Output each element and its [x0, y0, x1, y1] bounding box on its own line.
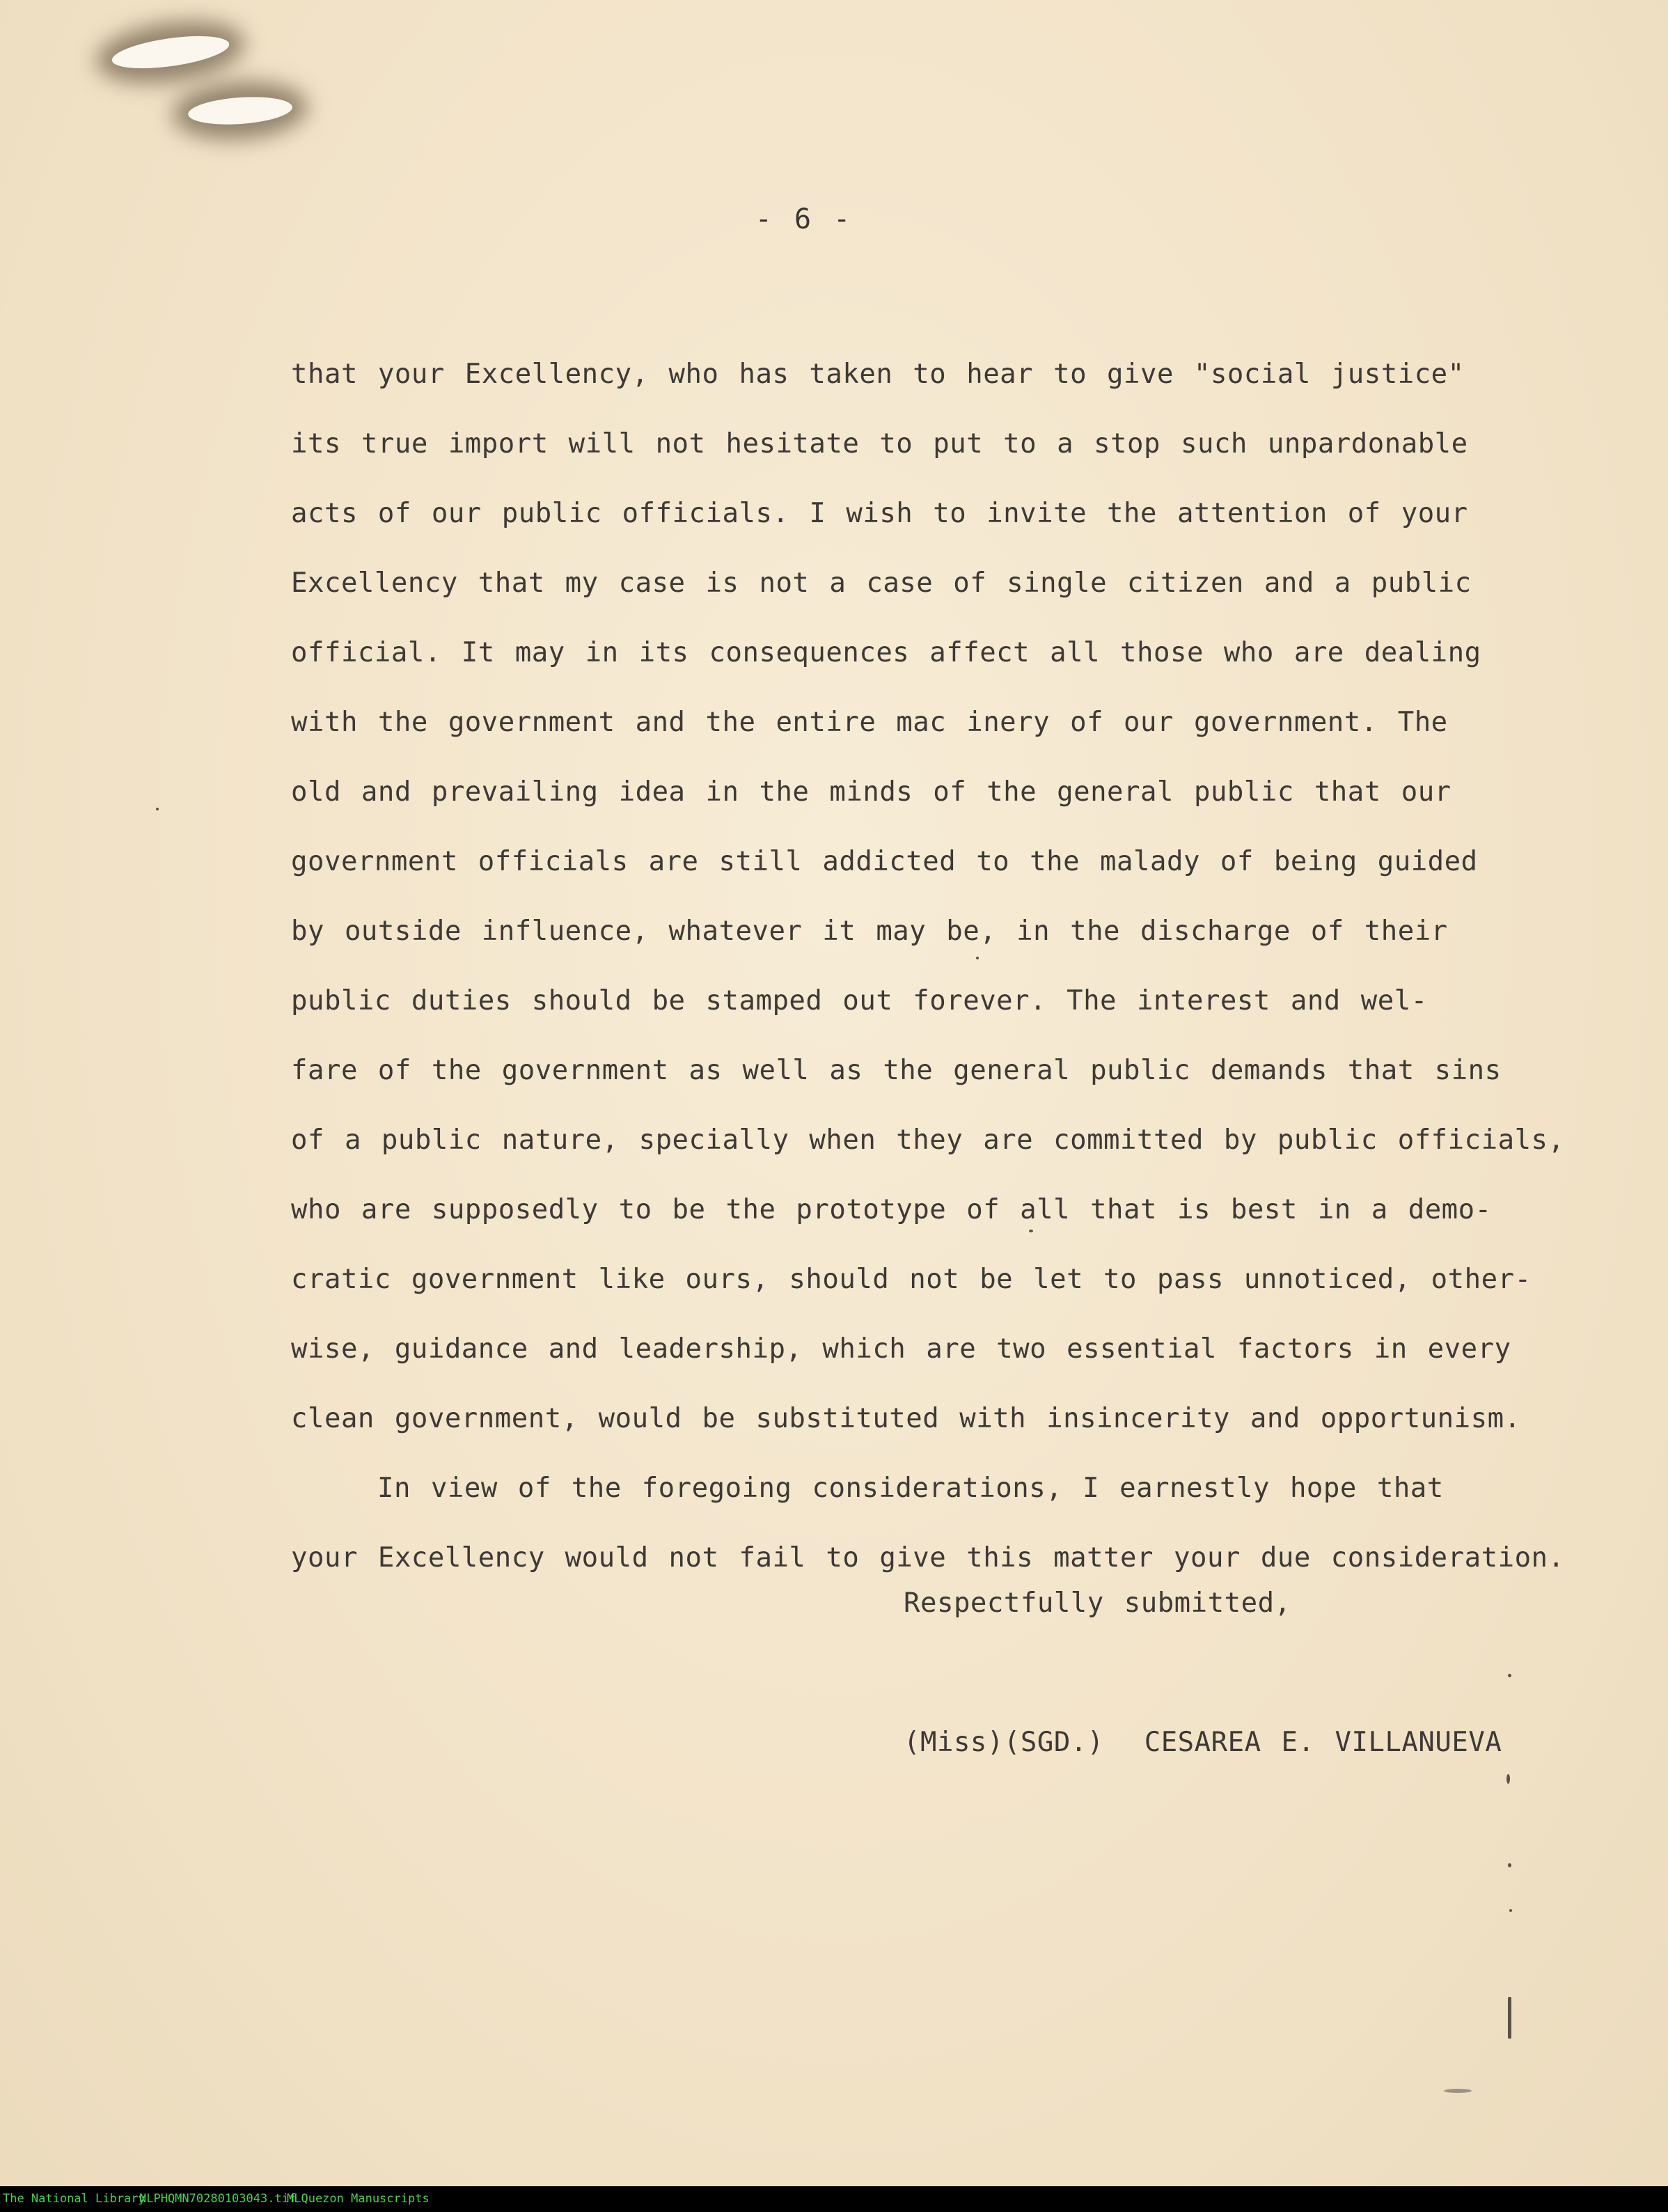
- body-line: of a public nature, specially when they are committed by public officials,: [291, 1124, 1565, 1156]
- body-line: fare of the government as well as the general public demands that sins: [291, 1055, 1502, 1086]
- body-line: its true import will not hesitate to put to a stop such unpardonable: [291, 428, 1468, 460]
- ink-speck: [1029, 1230, 1033, 1232]
- punch-hole: [187, 94, 293, 127]
- ink-speck: [1508, 1863, 1511, 1867]
- body-line: cratic government like ours, should not be let to pass unnoticed, other-: [291, 1264, 1532, 1295]
- page-number: - 6 -: [755, 203, 853, 235]
- closing-salutation: Respectfully submitted,: [904, 1587, 1291, 1619]
- scan-footer-bar: [0, 2186, 1668, 2212]
- ink-speck: [1509, 1909, 1512, 1912]
- footer-library-label: The National Library: [3, 2192, 145, 2206]
- body-line: In view of the foregoing considerations, I earnestly hope that: [377, 1473, 1444, 1504]
- body-line: Excellency that my case is not a case of single citizen and a public: [291, 567, 1472, 599]
- footer-collection-label: MLQuezon Manuscripts: [287, 2192, 430, 2206]
- body-line: acts of our public officials. I wish to invite the attention of your: [291, 498, 1468, 529]
- body-line: clean government, would be substituted with insincerity and opportunism.: [291, 1403, 1521, 1434]
- body-line: old and prevailing idea in the minds of the general public that our: [291, 776, 1451, 808]
- ink-speck: [976, 957, 979, 959]
- body-line: that your Excellency, who has taken to hear to give "social justice": [291, 359, 1465, 390]
- body-line: wise, guidance and leadership, which are two essential factors in every: [291, 1333, 1511, 1365]
- ink-speck: [1508, 1674, 1511, 1677]
- footer-filename-label: NLPHQMN70280103043.tif: [139, 2192, 297, 2206]
- letter-body: [291, 340, 1586, 1593]
- punch-hole: [110, 30, 231, 74]
- body-line: official. It may in its consequences affect all those who are dealing: [291, 637, 1481, 668]
- ink-speck: [1506, 1774, 1510, 1784]
- body-line: by outside influence, whatever it may be, in the discharge of their: [291, 916, 1448, 947]
- body-line: government officials are still addicted to the malady of being guided: [291, 846, 1478, 877]
- ink-speck: [1508, 1997, 1511, 2039]
- signature-line: (Miss)(SGD.) CESAREA E. VILLANUEVA: [904, 1727, 1502, 1758]
- body-line: with the government and the entire mac inery of our government. The: [291, 707, 1448, 738]
- ink-speck: [1444, 2089, 1472, 2093]
- body-line: who are supposedly to be the prototype of all that is best in a demo-: [291, 1194, 1492, 1225]
- ink-speck: [156, 808, 159, 810]
- body-line: your Excellency would not fail to give this matter your due consideration.: [291, 1542, 1565, 1574]
- body-line: public duties should be stamped out forever. The interest and wel-: [291, 985, 1428, 1017]
